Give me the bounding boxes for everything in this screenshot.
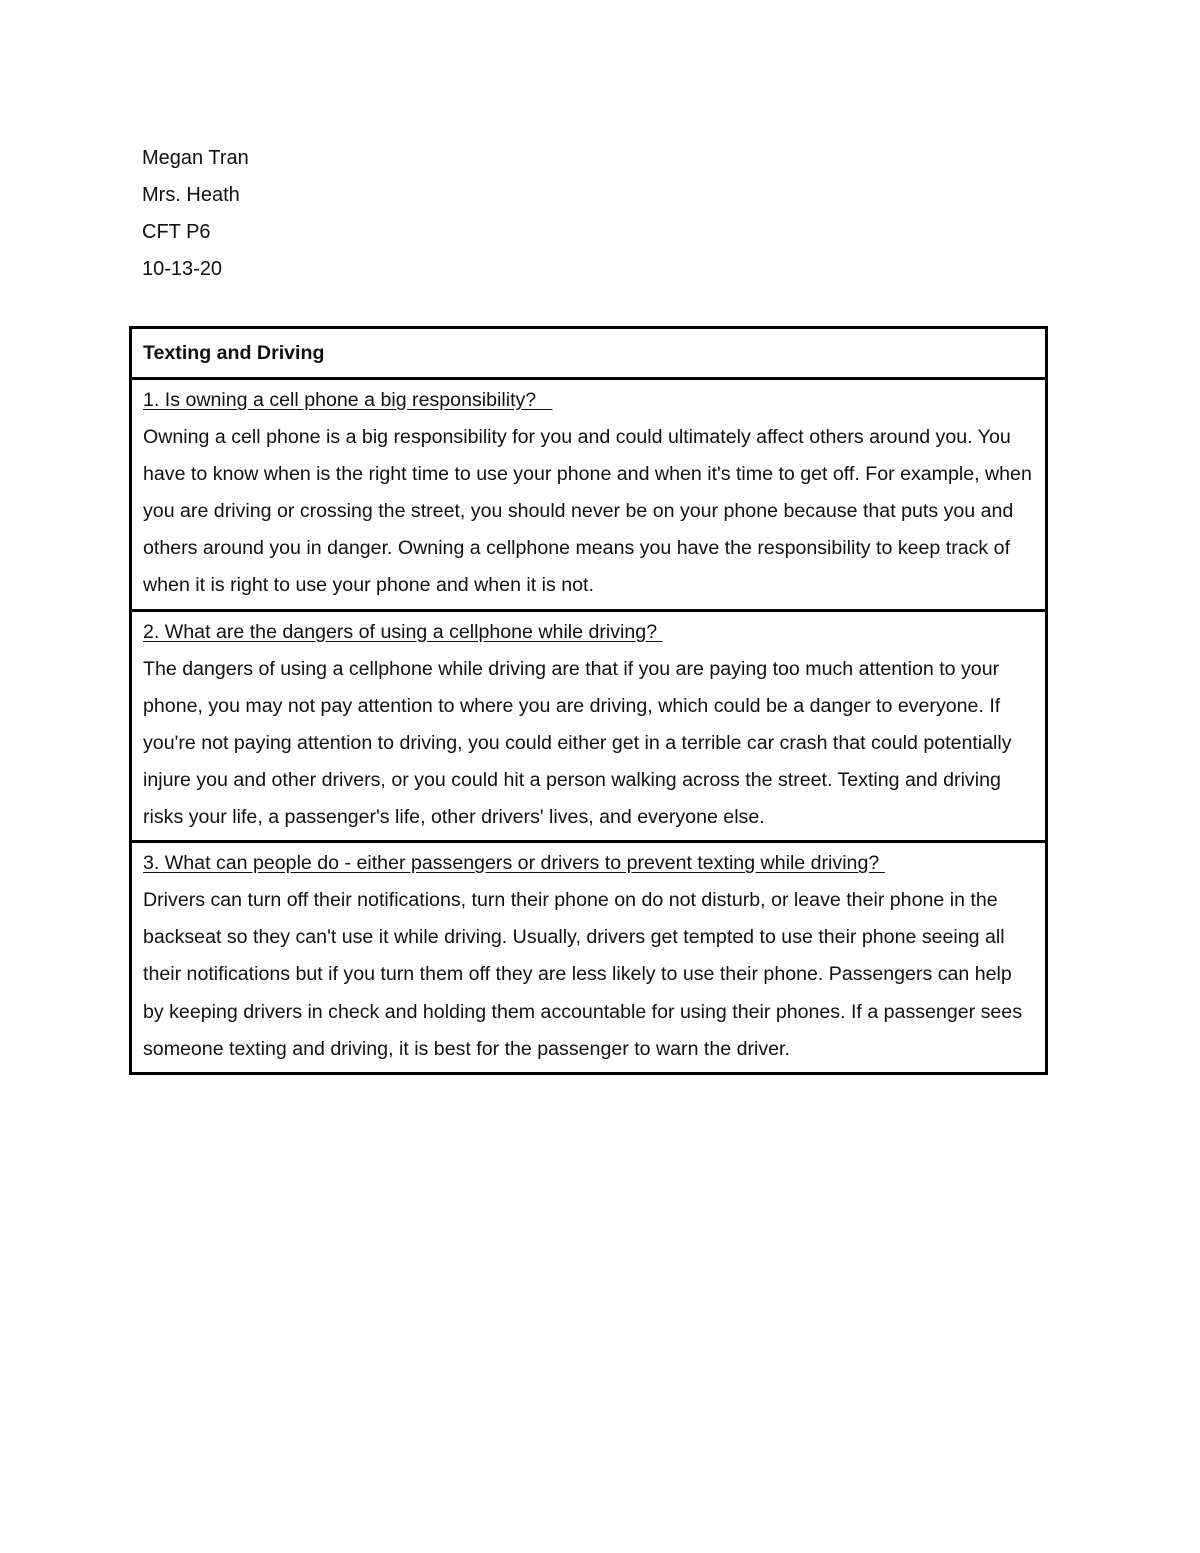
question-2: 2. What are the dangers of using a cellphone while driving? <box>143 620 663 643</box>
teacher-name: Mrs. Heath <box>142 184 240 206</box>
table-row <box>132 377 1045 609</box>
student-name: Megan Tran <box>142 147 249 169</box>
document-header <box>142 140 249 288</box>
answer-2: The dangers of using a cellphone while driving are that if you are paying too much attention to your phone, you may not pay attention to where you are driving, which could be a danger to everyone. If you're not paying attention to driving, you could either get in a terrible car crash that could potentially injure you and other drivers, or you could hit a person walking across the street. Texting and driving risks your life, a passenger's life, other drivers' lives, and everyone else. <box>143 657 1012 829</box>
question-3: 3. What can people do - either passengers or drivers to prevent texting while driving? <box>143 852 885 875</box>
answer-1: Owning a cell phone is a big responsibility for you and could ultimately affect others around you. You have to know when is the right time to use your phone and when it's time to get off. For example, when you are driving or crossing the street, you should never be on your phone because that puts you and others around you in danger. Owning a cellphone means you have the responsibility to keep track of when it is right to use your phone and when it is not. <box>143 426 1032 597</box>
answer-3: Drivers can turn off their notifications, turn their phone on do not disturb, or leave their phone in the backseat so they can't use it while driving. Usually, drivers get tempted to use their phone seeing all their notifications but if you turn them off they are less likely to use their phone. Passengers can help by keeping drivers in check and holding them accountable for using their phones. If a passenger sees someone texting and driving, it is best for the passenger to warn the driver. <box>143 889 1022 1060</box>
question-1: 1. Is owning a cell phone a big responsibility? <box>143 389 553 411</box>
document-date: 10-13-20 <box>142 258 223 280</box>
class-period: CFT P6 <box>142 221 211 243</box>
table-title: Texting and Driving <box>143 342 325 364</box>
table-row <box>132 840 1045 1072</box>
qa-table <box>129 326 1048 1075</box>
table-row <box>132 609 1045 841</box>
